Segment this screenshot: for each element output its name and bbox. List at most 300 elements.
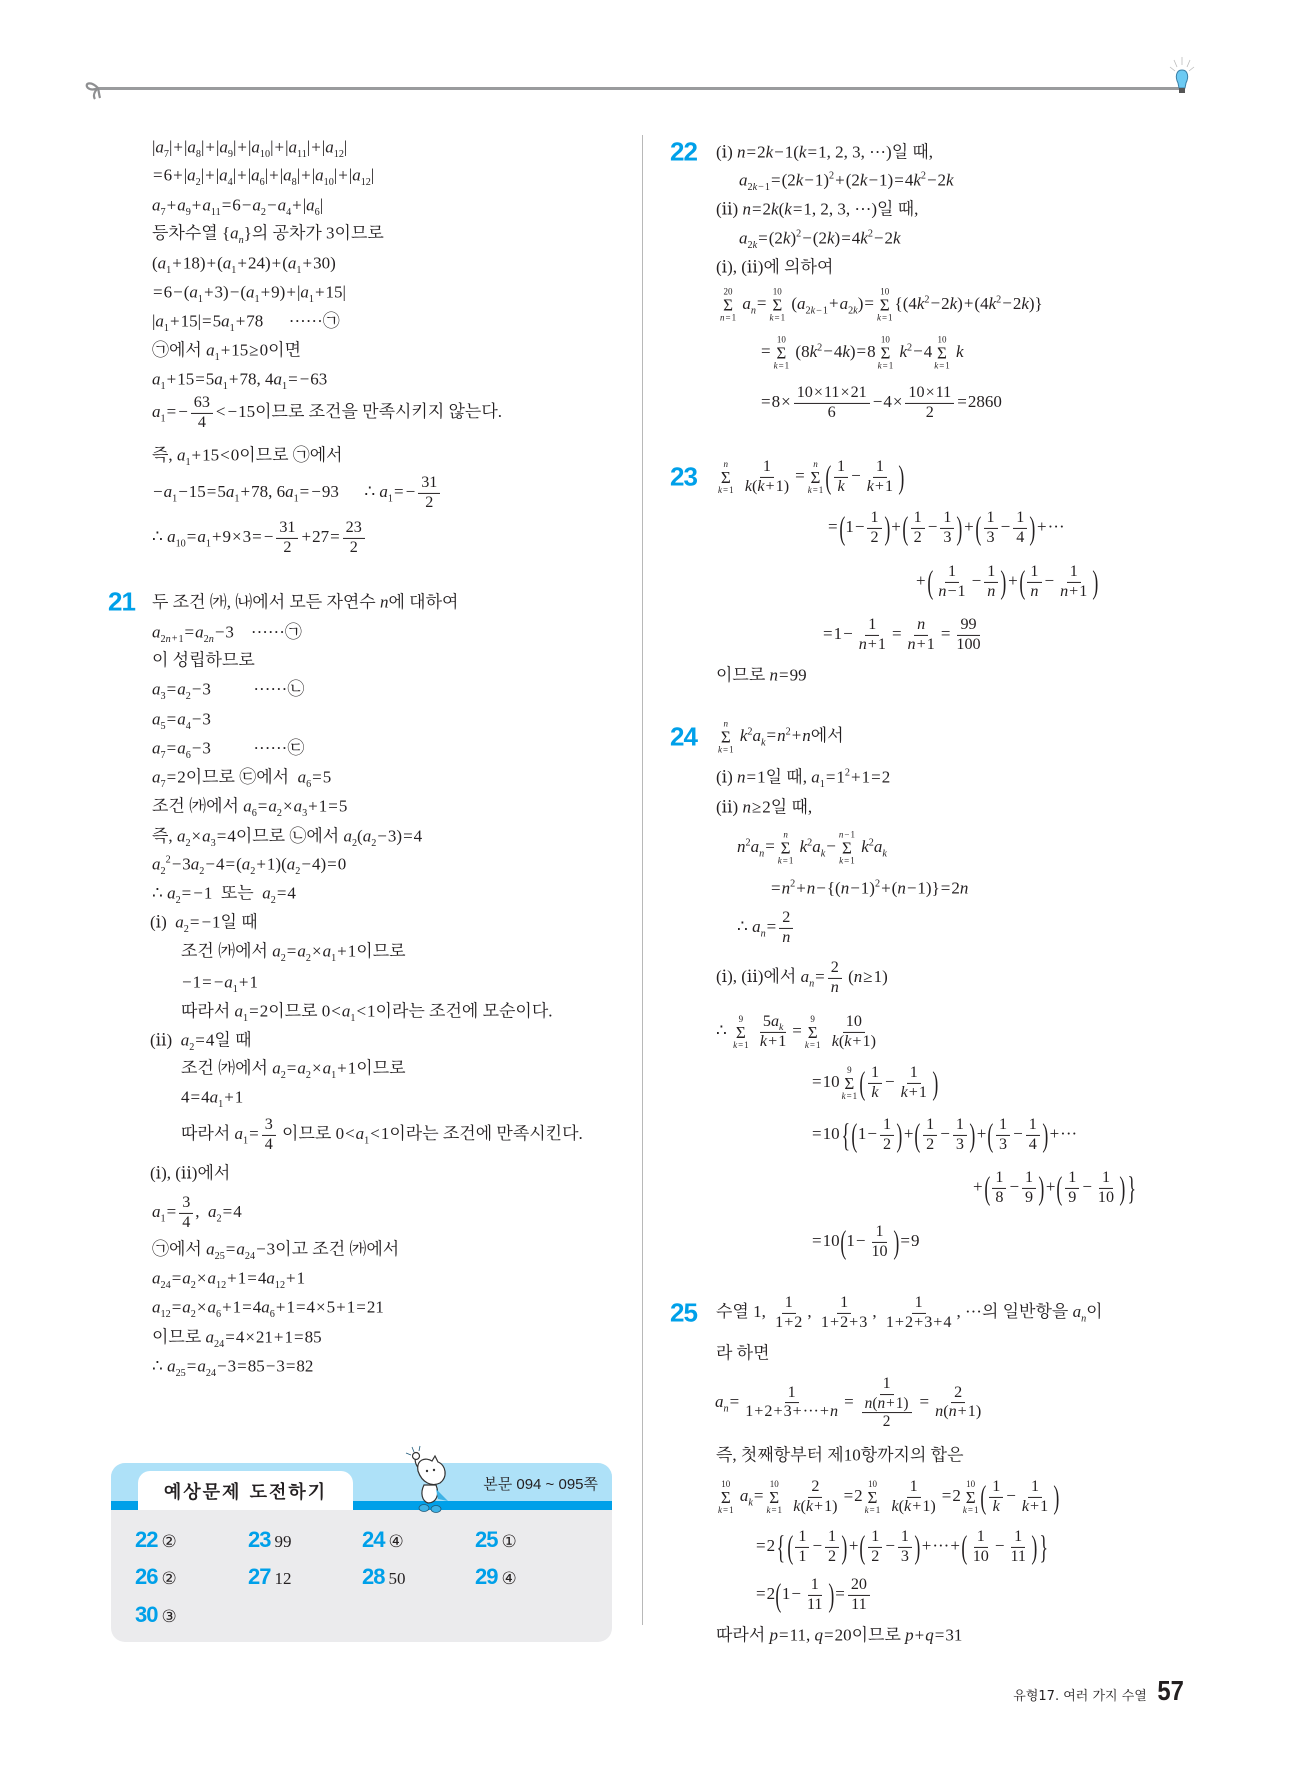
math-text: 24) — [247, 253, 271, 273]
math-variable: a — [155, 137, 164, 157]
math-text: 4 — [235, 1327, 245, 1347]
math-text: 따라서 — [181, 1123, 235, 1143]
math-text: ( — [843, 966, 854, 986]
math-operator: = — [330, 526, 340, 546]
math-variable: a — [219, 165, 228, 185]
math-text: 1 — [1079, 582, 1088, 600]
numerator — [825, 1528, 839, 1548]
denominator — [990, 1498, 1003, 1517]
math-variable: a — [272, 941, 281, 961]
math-variable: k — [1021, 293, 1029, 313]
answer-item — [362, 1564, 405, 1590]
math-operator: = — [286, 941, 297, 961]
math-variable: k — [784, 199, 792, 219]
case-heading — [716, 766, 891, 790]
math-text: 6 — [269, 1308, 275, 1320]
numerator — [905, 384, 954, 404]
math-variable: n — [781, 878, 791, 898]
math-variable: k — [946, 170, 954, 190]
fraction — [343, 519, 365, 557]
math-variable: a — [739, 170, 748, 190]
math-text: ( — [787, 293, 798, 313]
math-variable: a — [252, 195, 261, 215]
math-text: 1 — [218, 1098, 224, 1110]
math-text: 4 — [904, 170, 914, 190]
math-text: 1 — [764, 181, 770, 193]
math-operator: = — [828, 516, 838, 536]
math-operator: + — [171, 633, 178, 645]
denominator — [1057, 583, 1090, 602]
math-text: 78, 6 — [251, 481, 286, 501]
math-text: 1 또는 — [203, 883, 263, 903]
math-text: 1 — [293, 493, 299, 505]
numerator — [779, 909, 793, 929]
math-variable: a — [177, 709, 186, 729]
numerator — [912, 1294, 926, 1314]
math-variable: k — [891, 1497, 899, 1515]
math-text: ( — [778, 199, 785, 219]
answer-number: 26 — [135, 1564, 158, 1589]
fraction — [953, 616, 983, 654]
math-operator: = — [900, 1230, 910, 1250]
math-text: ∴ — [737, 916, 753, 936]
math-variable: a — [152, 1201, 161, 1221]
math-text: 1 — [1068, 1168, 1077, 1186]
math-line — [152, 825, 423, 849]
math-text: 24 — [205, 1367, 217, 1379]
denominator — [1007, 1548, 1029, 1567]
math-line — [181, 940, 406, 964]
math-text: 18) — [182, 253, 206, 273]
math-text: ··· — [1060, 1123, 1078, 1143]
answer-box-title: 예상문제 도전하기 — [138, 1471, 353, 1510]
subscript — [324, 177, 334, 188]
math-variable: k — [718, 484, 722, 495]
math-variable: a — [245, 282, 255, 302]
math-variable: a — [152, 679, 161, 699]
math-variable: k — [900, 1083, 908, 1101]
math-variable: a — [715, 1391, 724, 1411]
math-text: 1 — [926, 635, 935, 653]
math-operator: = — [746, 767, 757, 787]
math-variable: k — [807, 484, 812, 495]
math-text: (2 — [845, 170, 860, 190]
math-text: 5 — [326, 1297, 336, 1317]
math-operator: ≥ — [751, 797, 762, 817]
math-text: 1) — [922, 1497, 936, 1515]
math-operator: + — [852, 1032, 862, 1050]
answer-number: 30 — [135, 1602, 158, 1627]
math-text: 2 — [1012, 293, 1022, 313]
denominator — [984, 583, 998, 602]
math-variable: a — [752, 725, 761, 745]
math-operator: = — [812, 1123, 822, 1143]
math-line — [152, 444, 343, 468]
math-operator: − — [816, 878, 826, 898]
math-variable: n — [737, 767, 746, 787]
math-variable: a — [322, 1058, 332, 1078]
math-operator: = — [166, 679, 177, 699]
math-text: 10 — [175, 538, 186, 550]
math-text: 3 — [859, 1313, 868, 1331]
math-variable: k — [866, 477, 874, 495]
fraction — [989, 1478, 1003, 1516]
math-text: 2 — [189, 1041, 195, 1053]
math-variable: n — [1060, 582, 1069, 600]
math-operator: + — [792, 1403, 802, 1421]
math-operator: − — [867, 1123, 877, 1143]
subscript — [204, 634, 214, 645]
math-operator: + — [784, 1313, 794, 1331]
math-operator: − — [173, 282, 183, 302]
math-line — [755, 1576, 872, 1614]
math-operator: + — [973, 1176, 983, 1196]
math-variable: a — [177, 195, 186, 215]
subscript — [260, 149, 270, 160]
math-operator: + — [292, 195, 302, 215]
answer-item — [248, 1527, 291, 1553]
math-text: 1 — [815, 1039, 821, 1050]
math-text: 2 — [190, 1308, 196, 1320]
math-variable: n — [802, 725, 811, 745]
summation — [778, 831, 794, 866]
math-variable: a — [268, 796, 277, 816]
math-text: 6 — [163, 282, 173, 302]
math-operator: − — [816, 305, 822, 317]
math-variable: a — [811, 767, 820, 787]
math-text: 1 — [1069, 562, 1078, 580]
numerator — [984, 509, 998, 529]
subscript — [806, 305, 828, 316]
math-text: 4 — [181, 1087, 190, 1107]
math-operator: − — [913, 341, 923, 361]
fraction — [867, 509, 881, 547]
math-operator: = — [792, 1020, 802, 1040]
numerator — [992, 1169, 1006, 1189]
math-line — [716, 720, 844, 755]
denominator — [880, 1413, 894, 1431]
math-operator: = — [166, 709, 177, 729]
math-text: 11 — [806, 1595, 823, 1613]
big-delimiter: ( — [851, 1116, 858, 1153]
subscript — [161, 207, 166, 218]
math-variable: a — [175, 912, 184, 932]
subscript — [761, 737, 766, 748]
math-operator: = — [295, 1297, 306, 1317]
math-operator: = — [312, 767, 322, 787]
math-operator: = — [190, 1087, 201, 1107]
math-operator: + — [828, 293, 839, 313]
math-variable: k — [871, 1083, 879, 1101]
math-operator: = — [843, 1485, 854, 1505]
subscript — [297, 149, 307, 160]
math-variable: k — [773, 360, 778, 371]
page-footer — [1013, 1675, 1186, 1707]
math-text: 8 — [867, 341, 876, 361]
big-delimiter: ( — [987, 1116, 994, 1153]
math-variable: a — [230, 223, 239, 243]
math-text: 2 — [996, 294, 1002, 306]
math-variable: a — [152, 195, 161, 215]
math-text: , — [872, 1301, 881, 1321]
math-variable: a — [222, 253, 232, 273]
math-text: 3이고 조건 ㈎에서 — [266, 1239, 400, 1259]
denominator — [818, 1314, 870, 1333]
math-operator: × — [892, 391, 903, 411]
math-text: 따라서 — [716, 1625, 770, 1645]
math-operator: + — [768, 1032, 778, 1050]
math-text: 1 — [852, 1090, 858, 1101]
math-text: 10 — [721, 1478, 731, 1489]
math-text: 1 — [995, 1168, 1004, 1186]
subscript — [254, 294, 259, 305]
big-delimiter: ( — [914, 1116, 921, 1153]
subscript — [724, 1403, 729, 1414]
math-operator: = — [195, 1030, 205, 1050]
sum-lower-limit — [934, 362, 950, 371]
math-text: 1 — [192, 972, 202, 992]
big-delimiter: ( — [927, 563, 933, 600]
math-operator: + — [166, 369, 177, 389]
math-text: 1이므로 — [347, 1058, 406, 1078]
math-operator: + — [191, 195, 202, 215]
math-text: 11 — [935, 383, 952, 401]
math-operator: + — [886, 1394, 895, 1412]
math-text: 에 대하여 — [388, 592, 459, 612]
math-text: (8 — [791, 341, 810, 361]
summation — [805, 1015, 821, 1050]
math-operator: = — [723, 1504, 729, 1515]
fraction — [1027, 563, 1041, 601]
math-text: 5 — [762, 1012, 771, 1030]
math-text: 7 — [160, 749, 166, 761]
math-text: 4이므로 ㉡에서 — [227, 826, 344, 846]
math-text: 2 — [280, 952, 286, 964]
math-text: 1 — [788, 855, 794, 866]
math-variable: a — [177, 738, 186, 758]
math-text: 1 — [364, 1135, 370, 1147]
math-variable: a — [839, 293, 849, 313]
math-operator: × — [840, 383, 850, 401]
math-text: | — [264, 165, 269, 185]
math-operator: − — [191, 738, 202, 758]
fraction — [828, 959, 842, 997]
math-variable: a — [285, 481, 294, 501]
subscript — [161, 750, 166, 761]
math-text: 1) — [814, 170, 830, 190]
math-text: 이 성립하므로 — [152, 650, 255, 670]
fraction — [1007, 1528, 1029, 1566]
numerator — [989, 1478, 1003, 1498]
math-operator: + — [881, 878, 891, 898]
math-variable: a — [214, 369, 223, 389]
math-text: 즉, 첫째항부터 제10항까지의 합은 — [716, 1445, 964, 1465]
math-text: 2 — [270, 894, 276, 906]
math-line — [760, 336, 964, 371]
math-variable: n — [1081, 1313, 1087, 1325]
math-operator: + — [796, 878, 806, 898]
math-text: | — [216, 137, 220, 157]
math-operator: − — [377, 826, 387, 846]
math-text: (ⅰ) — [150, 912, 176, 932]
math-operator: + — [260, 282, 271, 302]
math-text: 10 — [772, 286, 782, 297]
math-text: 3 — [182, 1193, 191, 1211]
math-variable: k — [1021, 1497, 1030, 1515]
numerator — [785, 1384, 799, 1404]
fraction — [779, 909, 793, 947]
math-operator: + — [765, 477, 775, 495]
math-text: 3 — [242, 526, 252, 546]
math-line — [915, 563, 1099, 601]
math-text: 2 — [926, 1135, 935, 1153]
math-variable: a — [208, 1201, 217, 1221]
math-operator: × — [191, 826, 202, 846]
column-divider — [642, 135, 643, 1625]
math-text: 9 — [185, 206, 191, 218]
math-variable: a — [355, 1123, 365, 1143]
case-heading — [716, 141, 933, 162]
math-text: 85 — [247, 1356, 265, 1376]
sigma-symbol: Σ — [807, 1022, 818, 1042]
math-operator: − — [182, 972, 192, 992]
answer-value: 50 — [388, 1569, 406, 1588]
math-text: 1 — [846, 1230, 855, 1250]
numerator — [957, 616, 979, 636]
case-heading — [716, 796, 812, 817]
math-variable: p — [769, 1625, 779, 1645]
math-variable: n — [809, 978, 815, 990]
math-text: ( — [217, 253, 223, 273]
math-operator: + — [829, 1313, 840, 1331]
math-text: 1 — [1016, 508, 1025, 526]
math-variable: k — [913, 170, 921, 190]
numerator — [1027, 563, 1041, 583]
math-operator: × — [232, 526, 242, 546]
math-variable: n — [769, 665, 779, 685]
denominator — [848, 1596, 870, 1615]
math-variable: a — [219, 137, 228, 157]
math-text: (ⅱ) — [716, 797, 743, 817]
math-text: {( — [826, 878, 841, 898]
math-operator: − — [774, 142, 784, 162]
math-text: 1( — [784, 142, 799, 162]
math-text: 4 — [185, 720, 191, 732]
math-operator: = — [723, 744, 729, 755]
math-variable: n — [877, 1394, 886, 1412]
math-variable: a — [742, 293, 751, 313]
math-operator: = — [771, 878, 781, 898]
math-variable: k — [718, 744, 722, 755]
math-text: 1)( — [266, 854, 287, 874]
math-text: 5 — [205, 369, 215, 389]
sum-lower-limit — [770, 314, 786, 323]
math-text: 2 — [884, 228, 894, 248]
math-operator: = — [225, 1327, 235, 1347]
big-delimiter: ) — [932, 1064, 939, 1101]
math-operator: + — [205, 165, 215, 185]
math-text: 1 — [185, 456, 191, 468]
fraction — [276, 519, 298, 557]
math-text: 1 — [882, 1375, 891, 1393]
math-variable: k — [760, 737, 766, 749]
subscript — [216, 1280, 226, 1291]
math-text: 1 — [986, 508, 995, 526]
math-line — [152, 252, 336, 276]
numerator — [865, 616, 879, 636]
numerator — [837, 1294, 851, 1314]
math-text: 2 — [868, 837, 874, 849]
numerator — [760, 1013, 786, 1033]
math-variable: n — [379, 592, 389, 612]
math-variable: k — [826, 228, 835, 248]
math-operator: = — [766, 916, 777, 936]
math-text: 1 — [243, 1135, 249, 1147]
math-operator: − — [265, 1356, 276, 1376]
math-line — [716, 1342, 770, 1363]
chapter-title: 유형17. 여러 가지 수열 — [1013, 1689, 1147, 1704]
fraction — [794, 384, 870, 422]
numerator — [923, 1116, 937, 1136]
math-variable: a — [241, 854, 251, 874]
subscript — [779, 1022, 783, 1033]
math-text: 1) — [824, 1497, 838, 1515]
math-variable: k — [956, 341, 964, 361]
math-text: 2 — [371, 837, 377, 849]
math-variable: a — [152, 622, 161, 642]
math-variable: a — [352, 165, 361, 185]
numerator — [940, 509, 954, 529]
math-variable: k — [739, 725, 748, 745]
math-text: 31 — [421, 473, 438, 491]
math-operator: + — [237, 165, 247, 185]
math-text: 78, 4 — [239, 369, 274, 389]
math-text: 2 — [183, 923, 189, 935]
math-operator: + — [220, 340, 231, 360]
math-variable: a — [155, 311, 164, 331]
math-text: 6 — [163, 165, 173, 185]
math-text: (4 — [974, 293, 989, 313]
math-variable: n — [917, 615, 926, 633]
numerator — [873, 458, 887, 478]
math-text: 30) — [313, 253, 336, 273]
math-operator: = — [756, 1535, 766, 1555]
math-text: 1 — [781, 1583, 791, 1603]
numerator — [843, 1013, 865, 1033]
numerator — [867, 509, 881, 529]
math-variable: k — [757, 477, 765, 495]
math-operator: + — [1045, 1176, 1056, 1196]
math-variable: a — [163, 481, 173, 501]
math-text: 2이므로 ㉢에서 — [177, 767, 298, 787]
math-operator: − — [885, 1071, 895, 1091]
fraction — [848, 1576, 870, 1614]
math-text: | — [321, 137, 326, 157]
math-operator: − — [851, 465, 861, 485]
sum-lower-limit — [720, 314, 736, 323]
math-variable: a — [283, 165, 292, 185]
math-variable: n — [723, 1403, 729, 1415]
math-operator: = — [186, 1356, 197, 1376]
math-text: 1 — [232, 983, 238, 995]
math-operator: + — [238, 972, 249, 992]
math-text: 4 — [197, 413, 206, 431]
math-line — [150, 1162, 230, 1183]
big-delimiter: ) — [841, 1528, 848, 1565]
numerator — [1067, 563, 1081, 583]
math-text: 1 — [778, 1032, 787, 1050]
math-operator: − — [947, 582, 957, 600]
